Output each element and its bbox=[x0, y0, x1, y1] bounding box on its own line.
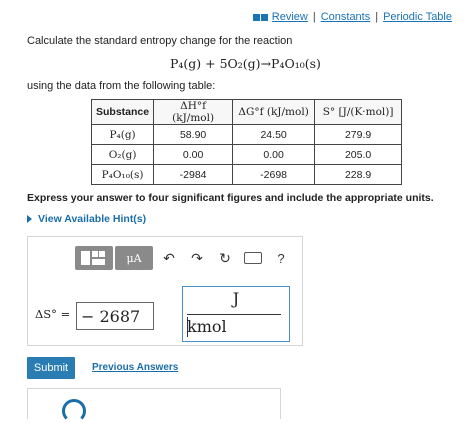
separator: | bbox=[375, 11, 379, 23]
header-enthalpy: ΔH°f (kJ/mol) bbox=[154, 100, 233, 125]
feedback-icon bbox=[62, 399, 86, 423]
delta-s-label: ΔS° = bbox=[35, 307, 71, 321]
cell-enthalpy: 0.00 bbox=[154, 145, 233, 165]
table-row bbox=[92, 145, 402, 165]
review-link[interactable]: Review bbox=[271, 11, 308, 23]
review-icon bbox=[253, 14, 269, 21]
help-icon: ? bbox=[277, 250, 285, 266]
fraction-bar bbox=[187, 314, 281, 315]
hint-triangle-icon bbox=[27, 215, 32, 223]
cell-enthalpy: -2984 bbox=[154, 165, 233, 185]
redo-button[interactable] bbox=[183, 246, 211, 270]
view-hints-link[interactable] bbox=[27, 213, 146, 225]
redo-icon: ↷ bbox=[191, 249, 203, 266]
unit-denominator: kmol bbox=[187, 317, 227, 336]
thermo-data-table bbox=[91, 99, 402, 185]
constants-link[interactable]: Constants bbox=[320, 11, 371, 23]
units-label: μA bbox=[126, 251, 142, 265]
unit-field[interactable] bbox=[182, 286, 290, 342]
reset-icon: ↻ bbox=[219, 249, 231, 266]
math-toolbar bbox=[75, 246, 295, 270]
table-row bbox=[92, 125, 402, 145]
cell-entropy: 279.9 bbox=[315, 125, 402, 145]
cell-enthalpy: 58.90 bbox=[154, 125, 233, 145]
submit-button[interactable]: Submit bbox=[27, 357, 75, 379]
undo-icon: ↶ bbox=[163, 249, 175, 266]
answer-instruction: Express your answer to four significant figures and include the appropriate units. bbox=[27, 192, 434, 204]
cell-gibbs: -2698 bbox=[233, 165, 315, 185]
feedback-panel bbox=[27, 388, 281, 419]
answer-value-field[interactable]: − 2687 bbox=[76, 302, 154, 330]
unit-numerator: J bbox=[232, 289, 240, 308]
previous-answers-link[interactable]: Previous Answers bbox=[92, 362, 179, 373]
undo-button[interactable] bbox=[155, 246, 183, 270]
header-substance: Substance bbox=[92, 100, 154, 125]
cell-substance: O₂(g) bbox=[92, 145, 154, 165]
separator: | bbox=[312, 11, 316, 23]
hint-label: View Available Hint(s) bbox=[38, 213, 147, 225]
table-intro: using the data from the following table: bbox=[27, 80, 216, 92]
cell-gibbs: 24.50 bbox=[233, 125, 315, 145]
cell-entropy: 228.9 bbox=[315, 165, 402, 185]
reaction-equation: P₄(g) + 5O₂(g)→P₄O₁₀(s) bbox=[170, 56, 321, 71]
keyboard-icon bbox=[244, 252, 262, 264]
help-button[interactable] bbox=[267, 246, 295, 270]
header-entropy: S° [J/(K·mol)] bbox=[315, 100, 402, 125]
cell-entropy: 205.0 bbox=[315, 145, 402, 165]
question-prompt: Calculate the standard entropy change for the reaction bbox=[27, 35, 293, 47]
header-gibbs: ΔG°f (kJ/mol) bbox=[233, 100, 315, 125]
reset-button[interactable] bbox=[211, 246, 239, 270]
cell-gibbs: 0.00 bbox=[233, 145, 315, 165]
table-header-row bbox=[92, 100, 402, 125]
units-button[interactable] bbox=[115, 246, 153, 270]
keyboard-button[interactable] bbox=[239, 246, 267, 270]
top-links bbox=[253, 11, 452, 23]
templates-button[interactable] bbox=[75, 246, 113, 270]
cell-substance: P₄(g) bbox=[92, 125, 154, 145]
table-row bbox=[92, 165, 402, 185]
cell-substance: P₄O₁₀(s) bbox=[92, 165, 154, 185]
periodic-table-link[interactable]: Periodic Table bbox=[383, 11, 452, 23]
